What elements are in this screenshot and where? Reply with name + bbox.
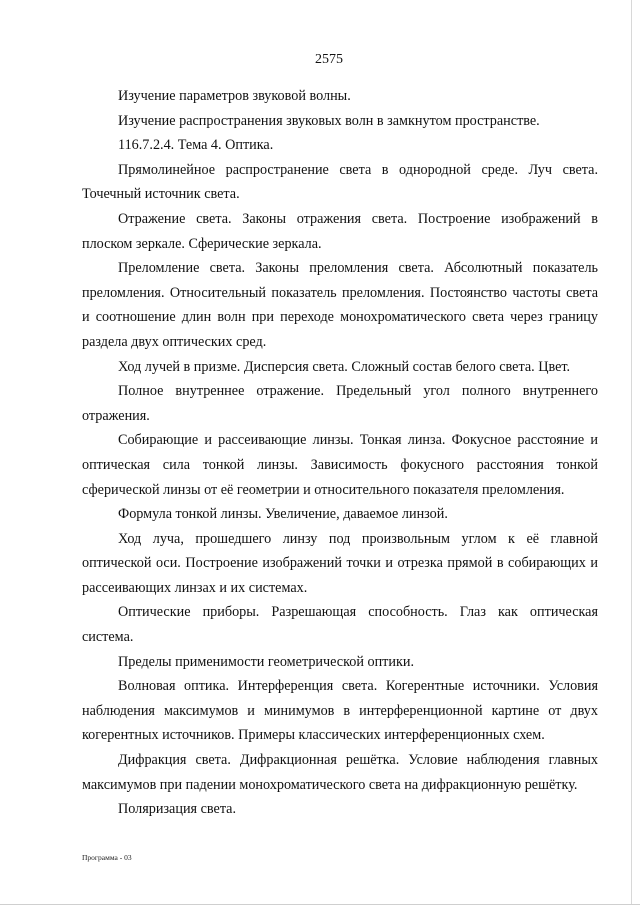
- paragraph-reflection: Отражение света. Законы отражения света. Построение изображений в плоском зеркале. Сферические зеркала.: [82, 210, 598, 252]
- paragraph-thin-lens-formula: Формула тонкой линзы. Увеличение, даваемое линзой.: [118, 506, 448, 523]
- paragraph-polarization: Поляризация света.: [118, 801, 237, 818]
- paragraph-total-internal-reflection: Полное внутреннее отражение. Предельный угол полного внутреннего отражения.: [82, 383, 598, 424]
- paragraph-wave-optics: Волновая оптика. Интерференция света. Когерентные источники. Условия наблюдения максимумов и минимумов в интерференционной картине от двух когерентных источников. Примеры классических интерференционных схем.: [82, 678, 598, 744]
- document-body: [82, 84, 598, 822]
- paragraph-rectilinear-propagation: Прямолинейное распространение света в однородной среде. Луч света. Точечный источник света.: [82, 161, 598, 203]
- paragraph-lenses: Собирающие и рассеивающие линзы. Тонкая линза. Фокусное расстояние и оптическая сила тонкой линзы. Зависимость фокусного расстояния тонкой сферической линзы от её геометрии и относительного показателя преломления.: [82, 432, 598, 498]
- paragraph-geometric-optics-limits: Пределы применимости геометрической оптики.: [118, 653, 415, 670]
- paragraph-refraction: Преломление света. Законы преломления света. Абсолютный показатель преломления. Относительный показатель преломления. Постоянство частоты света и соотношение длин волн при переходе монохроматического света через границу раздела двух оптических сред.: [82, 260, 598, 350]
- scan-edge-line: [631, 0, 632, 905]
- paragraph-diffraction: Дифракция света. Дифракционная решётка. Условие наблюдения главных максимумов при падении монохроматического света на дифракционную решётку.: [82, 752, 598, 793]
- paragraph-sound-propagation: Изучение распространения звуковых волн в замкнутом пространстве.: [118, 112, 540, 129]
- page-number: 2575: [315, 52, 343, 67]
- page-footer: Программа - 03: [82, 853, 132, 862]
- paragraph-prism-dispersion: Ход лучей в призме. Дисперсия света. Сложный состав белого света. Цвет.: [118, 358, 571, 375]
- paragraph-ray-through-lens: Ход луча, прошедшего линзу под произвольным углом к её главной оптической оси. Построение изображений точки и отрезка прямой в собирающих и рассеивающих линзах и их системах.: [82, 530, 598, 596]
- paragraph-sound-wave-parameters: Изучение параметров звуковой волны.: [118, 88, 351, 104]
- section-heading-optics: 116.7.2.4. Тема 4. Оптика.: [118, 137, 274, 154]
- paragraph-optical-instruments: Оптические приборы. Разрешающая способность. Глаз как оптическая система.: [82, 604, 598, 646]
